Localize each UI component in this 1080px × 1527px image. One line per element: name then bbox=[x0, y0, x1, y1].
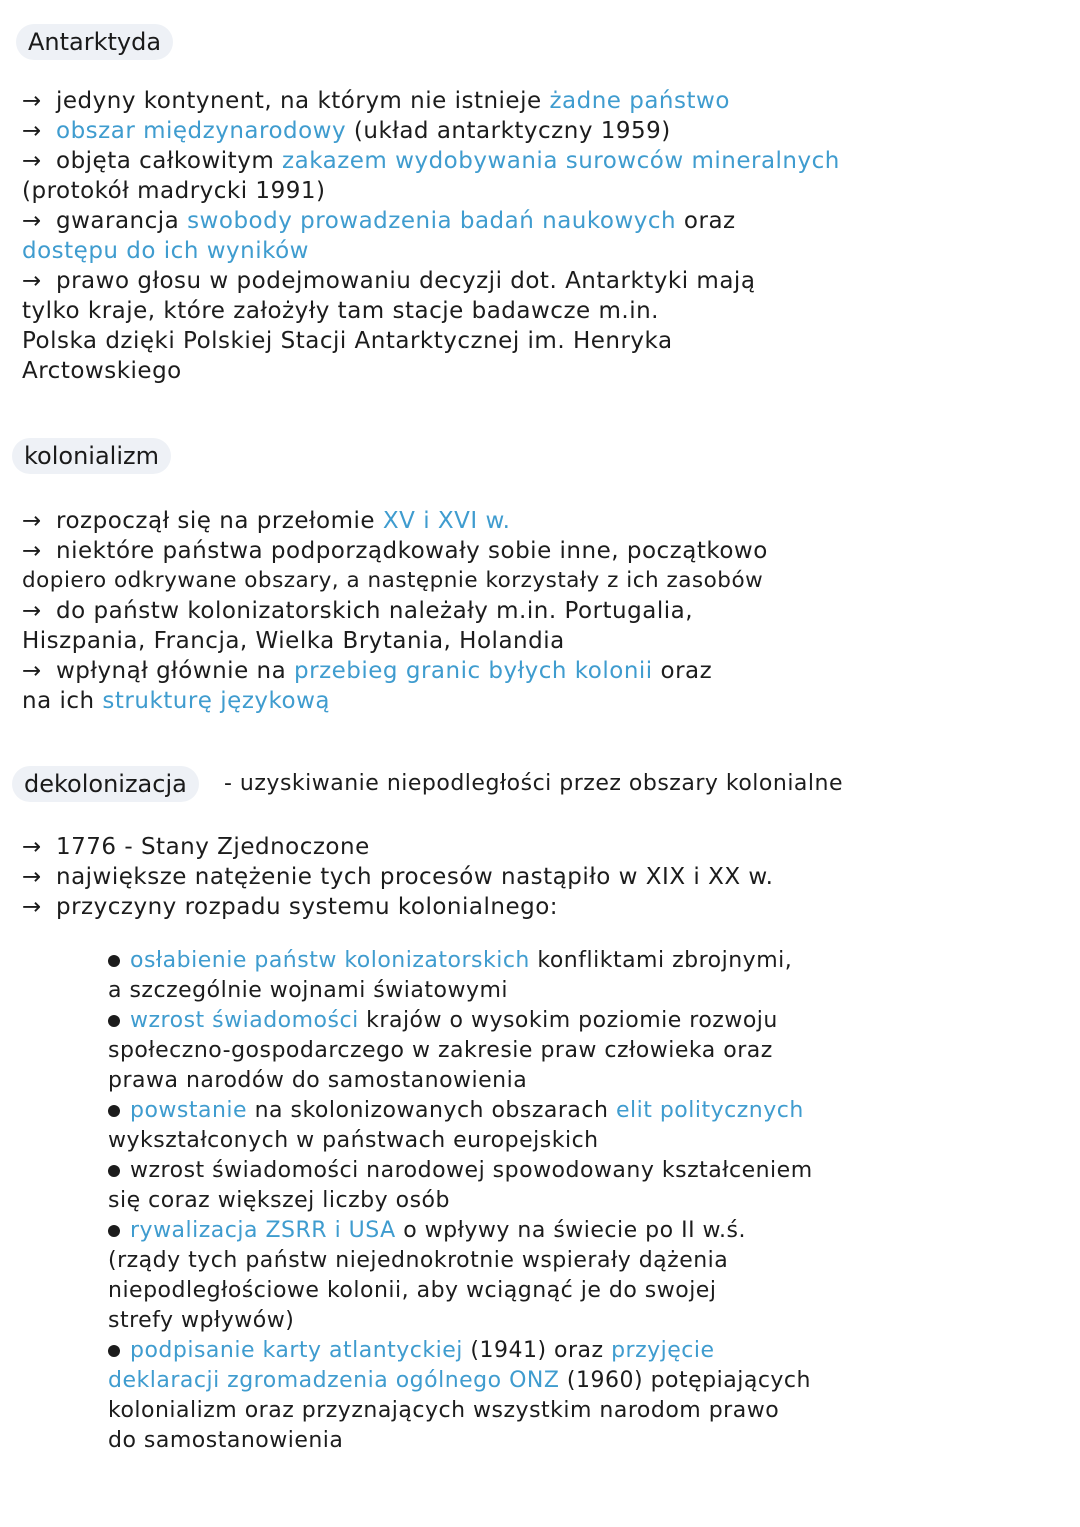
bullet-dot bbox=[108, 1345, 120, 1357]
bullet-item-3: powstanie na skolonizowanych obszarach elit politycznych bbox=[108, 1096, 804, 1126]
antarktyda-line-8: tylko kraje, które założyły tam stacje badawcze m.in. bbox=[22, 298, 659, 324]
bullet-line: strefy wpływów) bbox=[108, 1308, 295, 1333]
antarktyda-line-2: → obszar międzynarodowy (układ antarktyczny 1959) bbox=[22, 118, 671, 144]
bullet-dot bbox=[108, 955, 120, 967]
heading-antarktyda: Antarktyda bbox=[16, 24, 173, 60]
bullet-item-6: podpisanie karty atlantyckiej (1941) oraz przyjęcie bbox=[108, 1336, 715, 1366]
arrow-icon: → bbox=[22, 834, 42, 860]
dekolonizacja-line-1: → 1776 - Stany Zjednoczone bbox=[22, 834, 370, 860]
antarktyda-line-7: → prawo głosu w podejmowaniu decyzji dot. Antarktyki mają bbox=[22, 268, 756, 294]
dekolonizacja-line-2: → największe natężenie tych procesów nastąpiło w XIX i XX w. bbox=[22, 864, 774, 890]
bullet-dot bbox=[108, 1105, 120, 1117]
dekolonizacja-definition: - uzyskiwanie niepodległości przez obszary kolonialne bbox=[224, 771, 844, 796]
arrow-icon: → bbox=[22, 658, 42, 684]
bullet-line: deklaracji zgromadzenia ogólnego ONZ (1960) potępiających bbox=[108, 1368, 811, 1393]
arrow-icon: → bbox=[22, 538, 42, 564]
arrow-icon: → bbox=[22, 148, 42, 174]
bullet-item-1: osłabienie państw kolonizatorskich konfliktami zbrojnymi, bbox=[108, 946, 792, 976]
antarktyda-line-10: Arctowskiego bbox=[22, 358, 182, 384]
arrow-icon: → bbox=[22, 864, 42, 890]
bullet-dot bbox=[108, 1225, 120, 1237]
bullet-item-4: wzrost świadomości narodowej spowodowany kształceniem bbox=[108, 1156, 813, 1186]
dekolonizacja-line-3: → przyczyny rozpadu systemu kolonialnego: bbox=[22, 894, 559, 920]
arrow-icon: → bbox=[22, 894, 42, 920]
bullet-line: prawa narodów do samostanowienia bbox=[108, 1068, 528, 1093]
bullet-line: do samostanowienia bbox=[108, 1428, 344, 1453]
arrow-icon: → bbox=[22, 208, 42, 234]
antarktyda-line-3: → objęta całkowitym zakazem wydobywania surowców mineralnych bbox=[22, 148, 840, 174]
arrow-icon: → bbox=[22, 268, 42, 294]
arrow-icon: → bbox=[22, 598, 42, 624]
bullet-line: wykształconych w państwach europejskich bbox=[108, 1128, 599, 1153]
bullet-line: kolonializm oraz przyznających wszystkim narodom prawo bbox=[108, 1398, 780, 1423]
bullet-line: a szczególnie wojnami światowymi bbox=[108, 978, 509, 1003]
bullet-line: społeczno-gospodarczego w zakresie praw człowieka oraz bbox=[108, 1038, 773, 1063]
bullet-item-5: rywalizacja ZSRR i USA o wpływy na świecie po II w.ś. bbox=[108, 1216, 746, 1246]
heading-kolonializm: kolonializm bbox=[12, 438, 171, 474]
bullet-line: (rządy tych państw niejednokrotnie wspierały dążenia bbox=[108, 1248, 729, 1273]
kolonializm-line-1: → rozpoczął się na przełomie XV i XVI w. bbox=[22, 508, 511, 534]
bullet-item-2: wzrost świadomości krajów o wysokim poziomie rozwoju bbox=[108, 1006, 778, 1036]
bullet-line: niepodległościowe kolonii, aby wciągnąć je do swojej bbox=[108, 1278, 717, 1303]
kolonializm-line-6: → wpłynął głównie na przebieg granic byłych kolonii oraz bbox=[22, 658, 713, 684]
antarktyda-line-5: → gwarancja swobody prowadzenia badań naukowych oraz bbox=[22, 208, 736, 234]
arrow-icon: → bbox=[22, 88, 42, 114]
bullet-dot bbox=[108, 1015, 120, 1027]
kolonializm-line-4: → do państw kolonizatorskich należały m.in. Portugalia, bbox=[22, 598, 694, 624]
heading-dekolonizacja: dekolonizacja bbox=[12, 766, 199, 802]
bullet-dot bbox=[108, 1165, 120, 1177]
bullet-line: się coraz większej liczby osób bbox=[108, 1188, 450, 1213]
antarktyda-line-6: dostępu do ich wyników bbox=[22, 238, 309, 264]
antarktyda-line-9: Polska dzięki Polskiej Stacji Antarktycznej im. Henryka bbox=[22, 328, 673, 354]
arrow-icon: → bbox=[22, 118, 42, 144]
antarktyda-line-4: (protokół madrycki 1991) bbox=[22, 178, 326, 204]
kolonializm-line-5: Hiszpania, Francja, Wielka Brytania, Holandia bbox=[22, 628, 565, 654]
kolonializm-line-3: dopiero odkrywane obszary, a następnie korzystały z ich zasobów bbox=[22, 568, 764, 593]
kolonializm-line-7: na ich strukturę językową bbox=[22, 688, 330, 714]
kolonializm-line-2: → niektóre państwa podporządkowały sobie inne, początkowo bbox=[22, 538, 768, 564]
antarktyda-line-1: → jedyny kontynent, na którym nie istnieje żadne państwo bbox=[22, 88, 730, 114]
arrow-icon: → bbox=[22, 508, 42, 534]
